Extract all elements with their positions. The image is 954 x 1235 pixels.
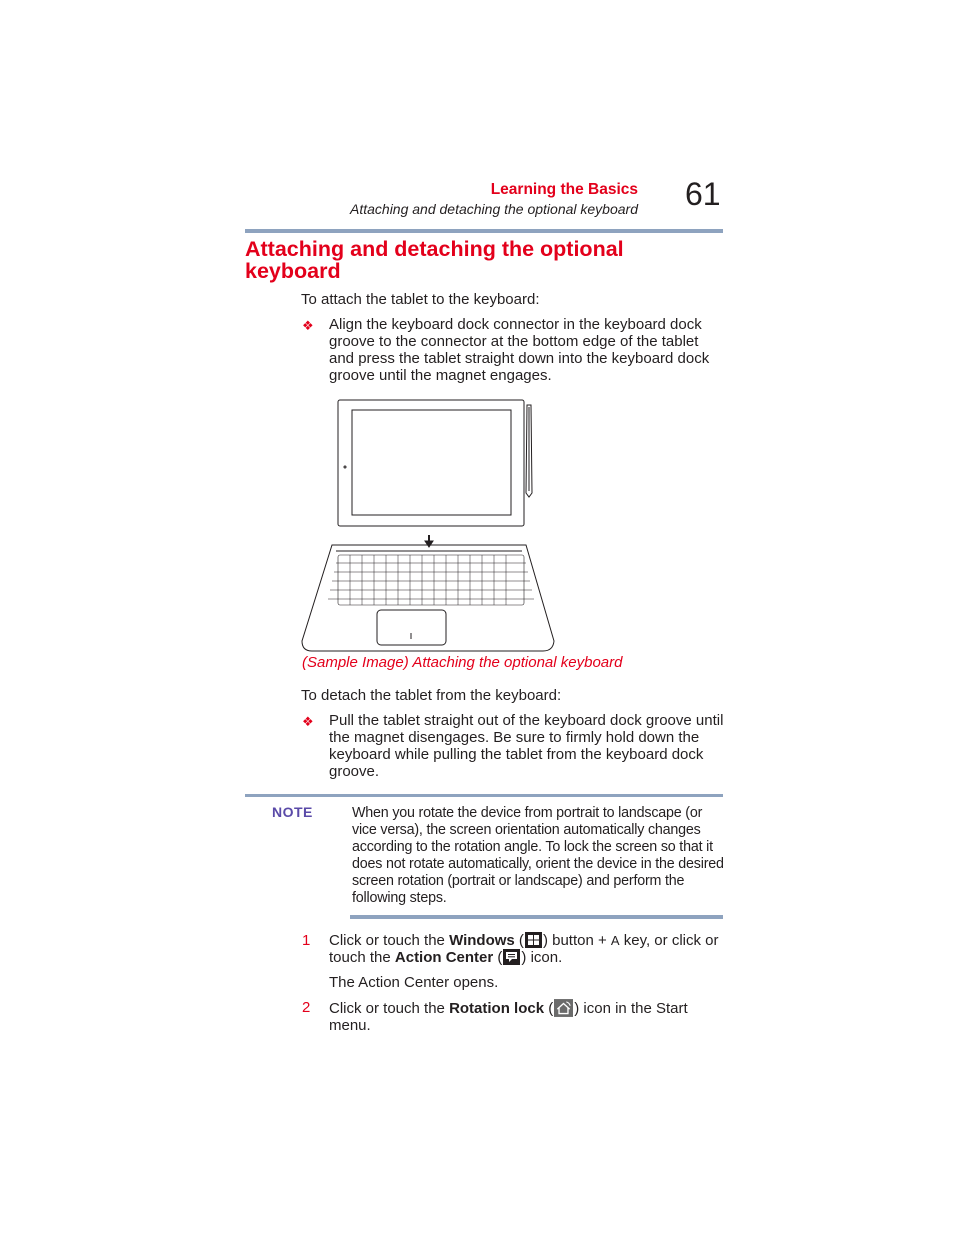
bullet-icon: ❖: [302, 318, 314, 333]
action-center-keyword: Action Center: [394, 949, 494, 966]
windows-keyword: Windows: [449, 932, 515, 949]
detach-intro: To detach the tablet from the keyboard:: [301, 687, 562, 704]
bullet-icon: ❖: [302, 714, 314, 729]
step-number: 1: [302, 932, 311, 949]
keyboard-keys: [328, 555, 534, 605]
touchpad: [377, 610, 446, 645]
rotation-lock-keyword: Rotation lock: [449, 1000, 545, 1017]
step-2-text: Click or touch the Rotation lock ( ) icon in the Start menu.: [329, 1000, 688, 1034]
figure-caption: (Sample Image) Attaching the optional keyboard: [302, 654, 623, 671]
tablet-camera: [344, 466, 346, 468]
page-number: 61: [685, 176, 721, 212]
step-1-text: Click or touch the Windows ( ) button + A key, or click or touch the Action Center ( ) icon.: [329, 932, 719, 966]
page-title: Attaching and detaching the optional keyboard: [245, 237, 624, 283]
attach-bullet-text: Align the keyboard dock connector in the keyboard dock groove to the connector at the bottom edge of the tablet and press the tablet straight down into the keyboard dock groove until the magnet engages.: [329, 316, 710, 384]
keyboard-outline: [302, 545, 554, 651]
a-key: A: [610, 933, 620, 948]
note-bottom-rule: [350, 915, 723, 919]
detach-bullet-text: Pull the tablet straight out of the keyboard dock groove until the magnet disengages. Be sure to firmly hold down the keyboard while pulling the tablet from the keyboard dock groove.: [329, 712, 724, 780]
tablet-outline: [338, 400, 524, 526]
running-header-section: Learning the Basics: [490, 181, 638, 198]
note-text: When you rotate the device from portrait to landscape (or vice versa), the screen orientation automatically changes according to the rotation angle. To lock the screen so that it does not rotate automatically, orient the device in the desired screen rotation (portrait or landscape) and perform the following steps.: [352, 805, 724, 906]
header-rule: [245, 229, 723, 233]
step-1-result: The Action Center opens.: [329, 974, 499, 991]
attach-intro: To attach the tablet to the keyboard:: [301, 291, 540, 308]
note-top-rule: [245, 794, 723, 797]
step-number: 2: [302, 999, 311, 1016]
action-center-icon: [503, 949, 520, 965]
windows-logo-icon: [525, 932, 542, 948]
rotation-lock-icon: [554, 999, 573, 1017]
tablet-keyboard-illustration: [300, 395, 560, 657]
running-header-subsection: Attaching and detaching the optional keyboard: [350, 201, 638, 217]
tablet-screen: [352, 410, 511, 515]
down-arrow-icon: [425, 541, 433, 547]
note-label: NOTE: [272, 804, 313, 820]
